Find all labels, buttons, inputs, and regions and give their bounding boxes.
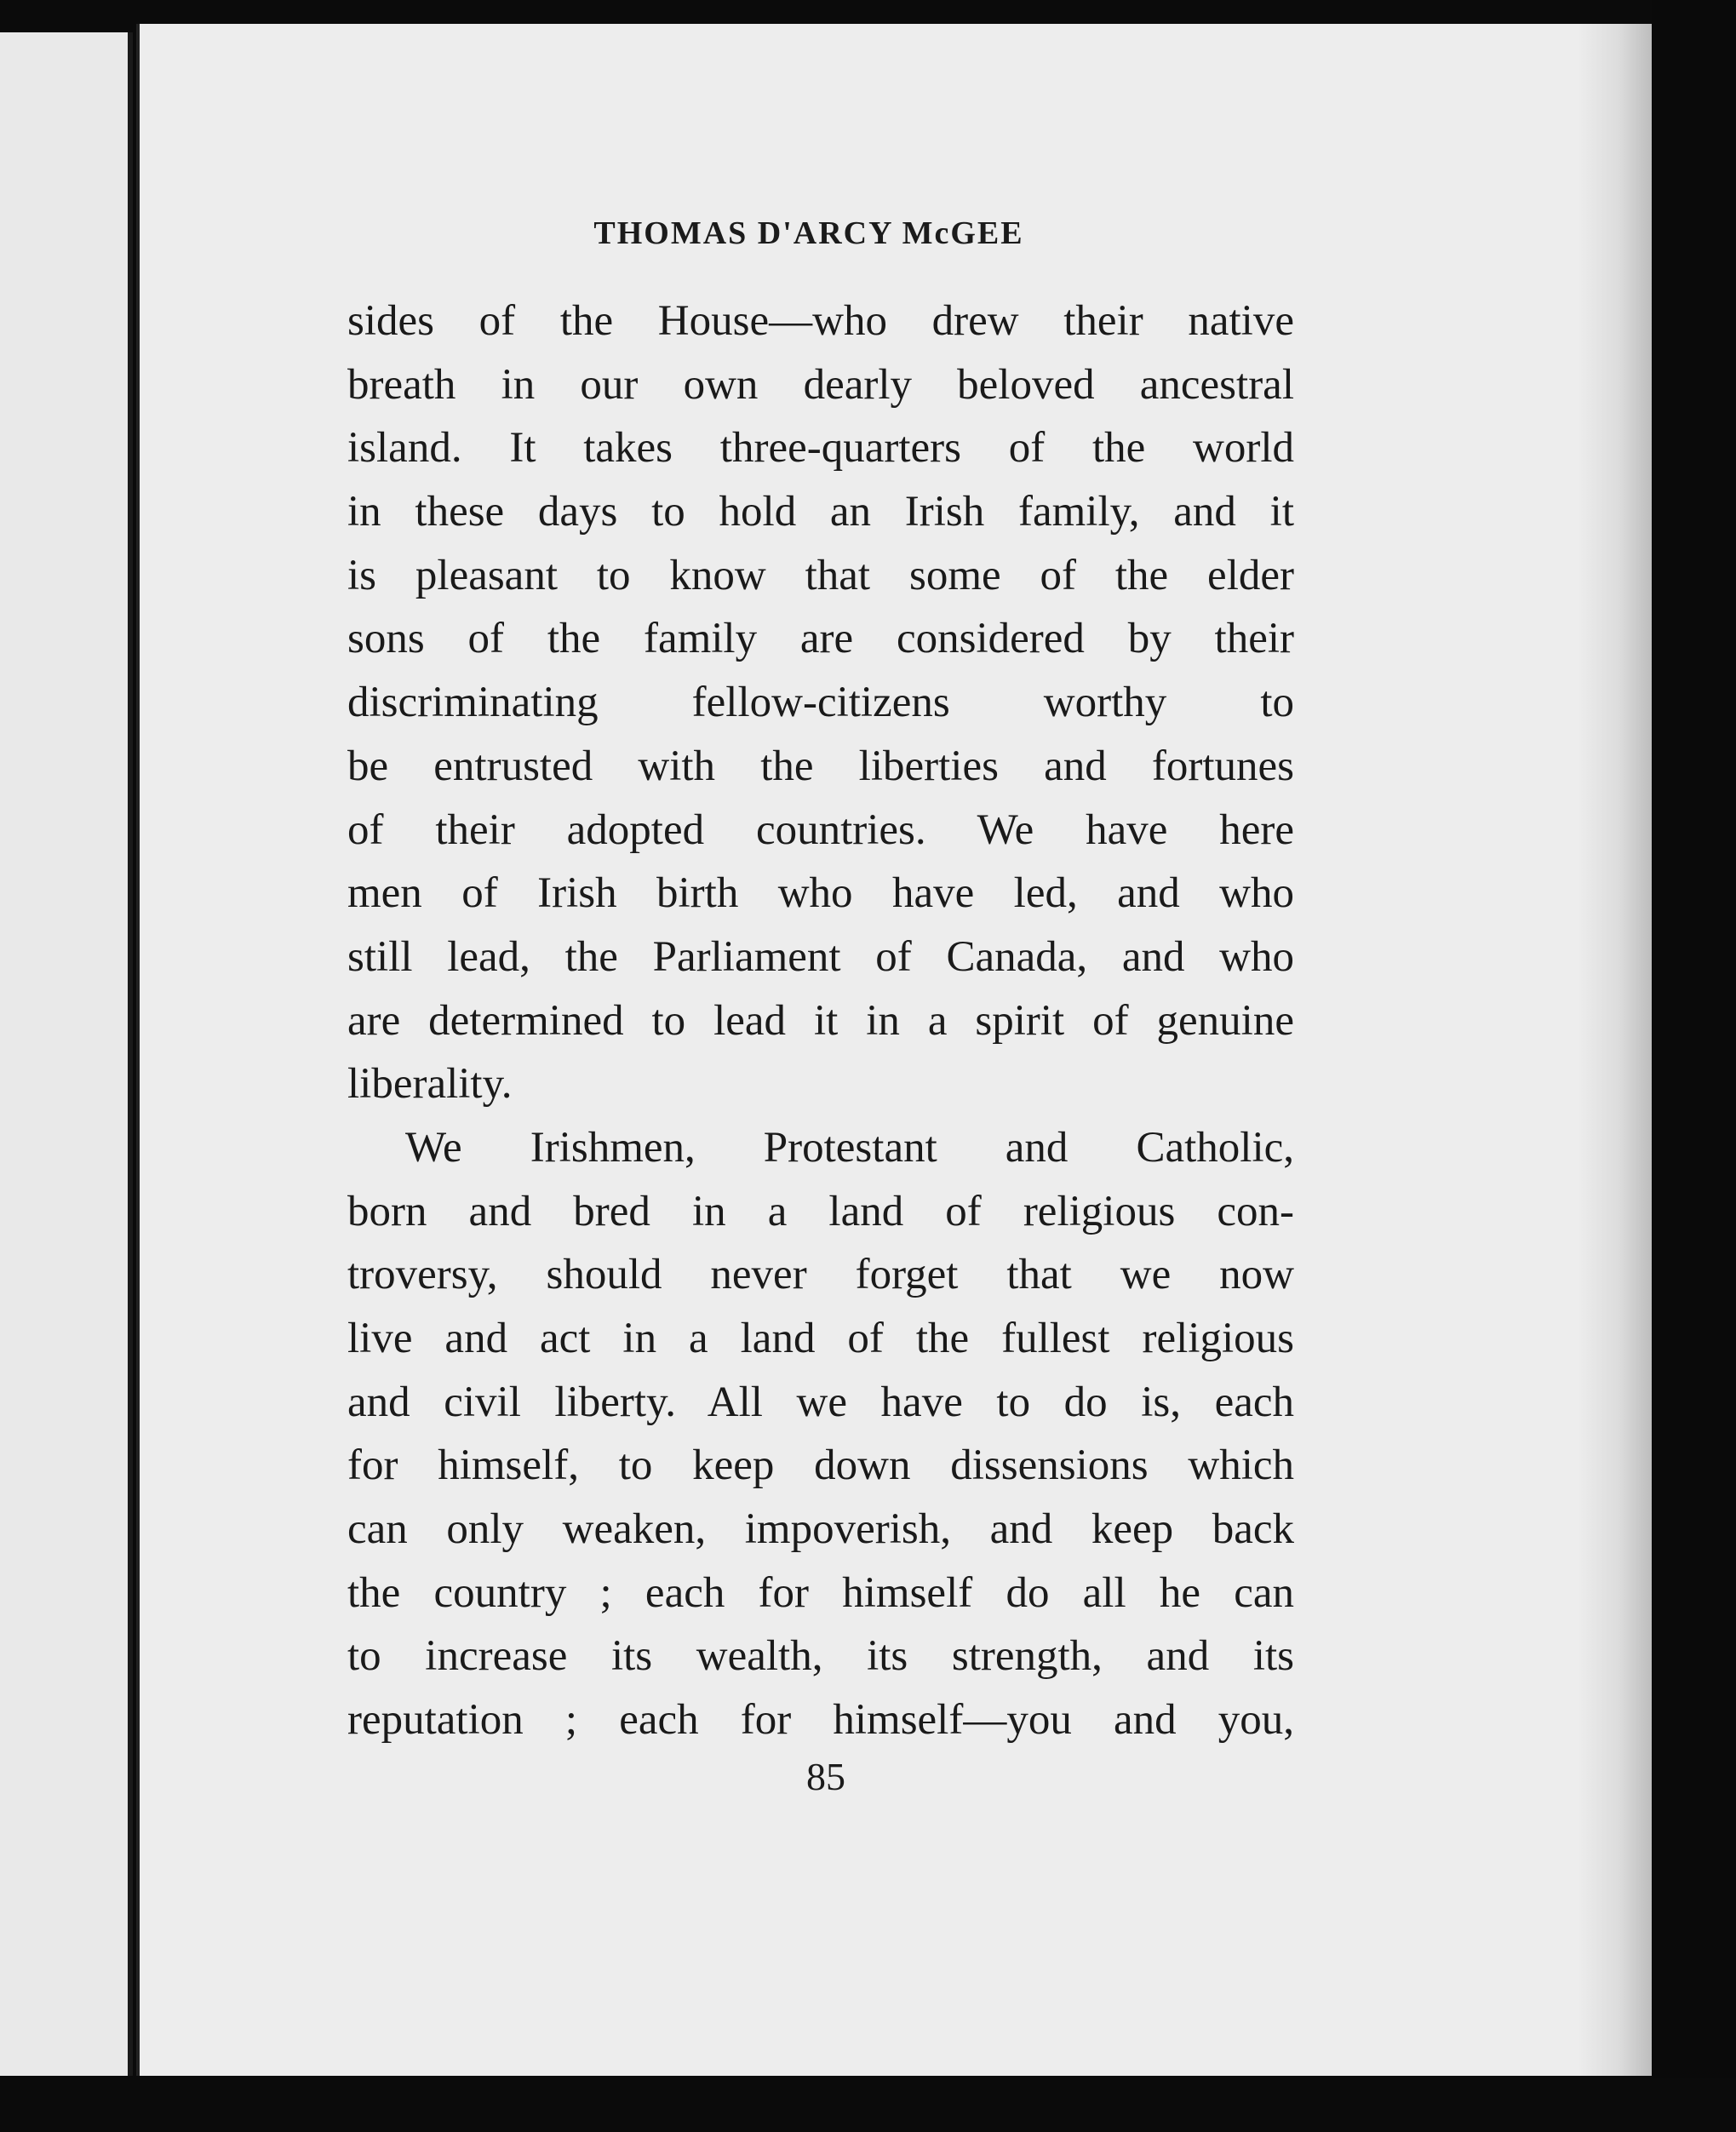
body-text [347,289,1294,1752]
text-line: sons of the family are considered by their [347,615,1294,663]
text-line: and civil liberty. All we have to do is, each [347,1378,1294,1426]
text-line: can only weaken, impoverish, and keep back [347,1505,1294,1554]
text-line: in these days to hold an Irish family, and it [347,488,1294,536]
text-line: sides of the House—who drew their native [347,297,1294,345]
text-line: We Irishmen, Protestant and Catholic, [405,1123,1294,1172]
text-line: reputation ; each for himself—you and you, [347,1696,1294,1745]
text-line: still lead, the Parliament of Canada, and who [347,932,1294,981]
text-line: are determined to lead it in a spirit of genuine [347,996,1294,1045]
text-line: be entrusted with the liberties and fortunes [347,742,1294,790]
text-line: for himself, to keep down dissensions which [347,1441,1294,1490]
text-line: discriminating fellow-citizens worthy to [347,679,1294,727]
text-line: island. It takes three-quarters of the world [347,424,1294,473]
text-line: liberality. [347,1060,513,1109]
scan-bottom-border [0,2078,1736,2132]
running-head: THOMAS D'ARCY McGEE [593,215,1024,251]
text-line: breath in our own dearly beloved ancestral [347,360,1294,409]
text-line: troversy, should never forget that we now [347,1251,1294,1299]
text-line: to increase its wealth, its strength, and its [347,1632,1294,1681]
text-line: live and act in a land of the fullest religious [347,1315,1294,1362]
text-line: is pleasant to know that some of the elder [347,551,1294,599]
text-line: of their adopted countries. We have here [347,805,1294,854]
scan-right-border [1652,0,1736,2132]
text-line: men of Irish birth who have led, and who [347,869,1294,918]
text-line: born and bred in a land of religious con- [347,1187,1294,1235]
page-number: 85 [806,1755,845,1798]
text-line: the country ; each for himself do all he can [347,1568,1294,1617]
